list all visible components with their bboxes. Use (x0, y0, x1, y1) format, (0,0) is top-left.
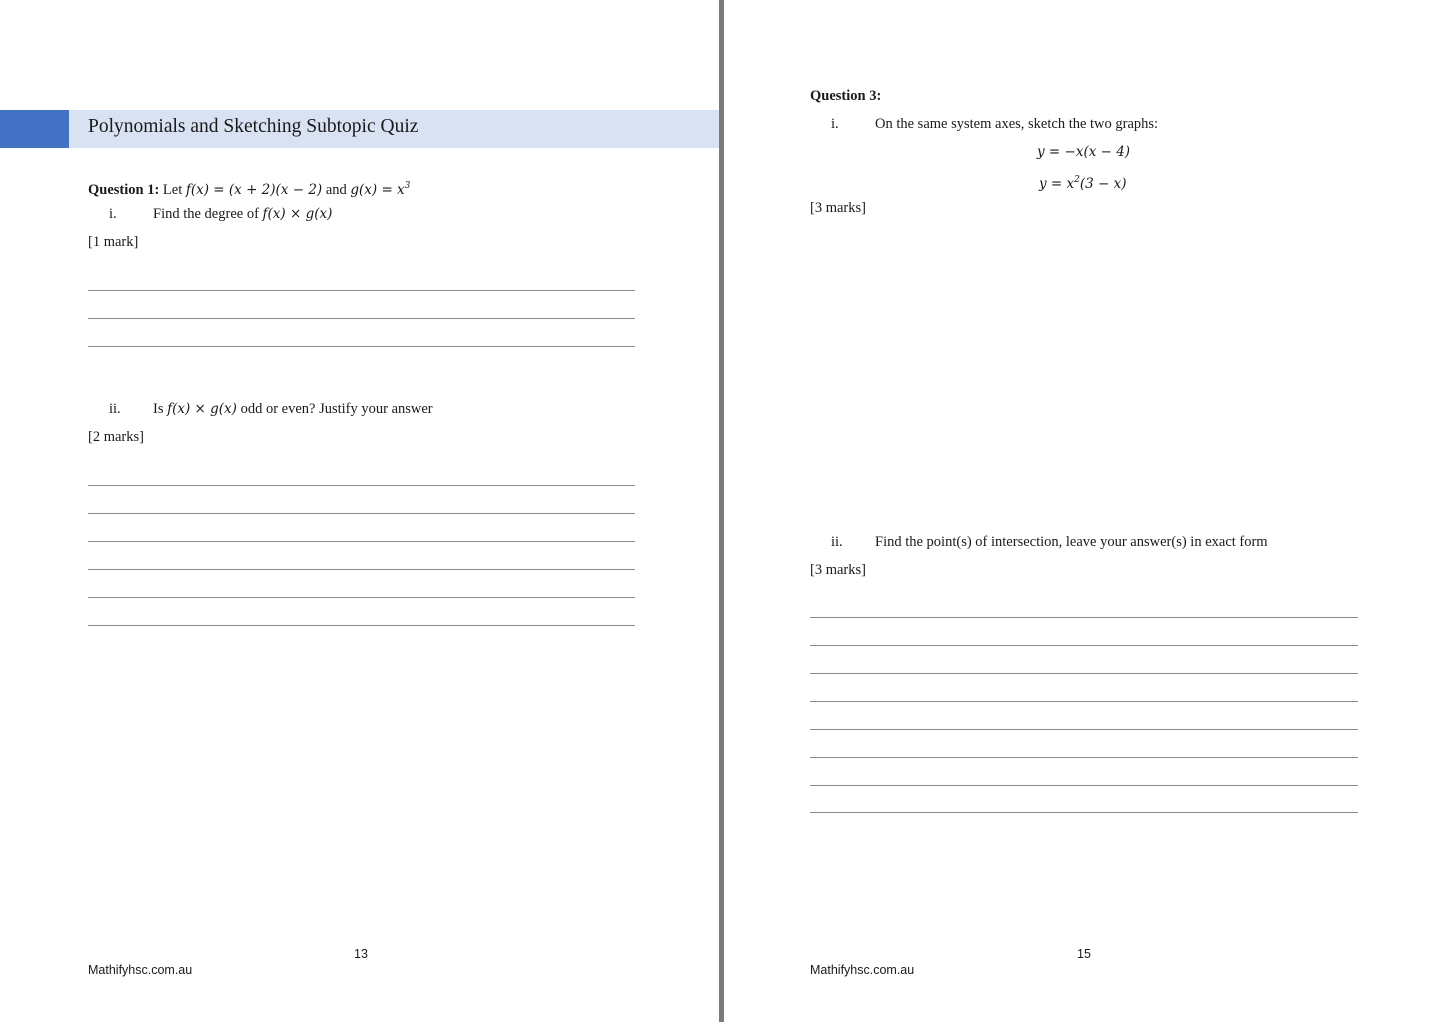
question-1-label: Question 1: (88, 182, 160, 198)
page-15 (724, 0, 1445, 1022)
answer-line[interactable] (810, 673, 1358, 674)
and-word: and (325, 182, 347, 198)
answer-line[interactable] (810, 757, 1358, 758)
question-3-label: Question 3: (810, 88, 882, 104)
equation-1: y = −x(x − 4) (1037, 144, 1131, 160)
g-definition: $g(x) = x^3$ (350, 181, 411, 198)
q3-part-i-marks: [3 marks] (810, 200, 866, 216)
part-i-marks: [1 mark] (88, 234, 139, 250)
part-ii-text: Is f(x) × g(x) odd or even? Justify your answer (153, 401, 433, 417)
part-ii-numeral: ii. (109, 401, 121, 417)
page-13 (0, 0, 719, 1022)
f-definition: f(x) = (x + 2)(x − 2) (185, 182, 323, 198)
title-accent-block (0, 110, 69, 148)
answer-line[interactable] (88, 318, 635, 319)
part-i-text: Find the degree of f(x) × g(x) (153, 206, 333, 222)
answer-line[interactable] (88, 346, 635, 347)
page-number: 15 (1077, 947, 1091, 961)
question-1-prefix: Let (162, 182, 183, 198)
part-ii-marks: [2 marks] (88, 429, 144, 445)
answer-line[interactable] (810, 645, 1358, 646)
footer-site: Mathifyhsc.com.au (810, 963, 915, 977)
answer-line[interactable] (810, 812, 1358, 813)
question-1-stem (88, 177, 410, 199)
answer-line[interactable] (88, 290, 635, 291)
equation-2: $y = x^2(3 - x)$ (1039, 175, 1127, 192)
answer-line[interactable] (88, 625, 635, 626)
part-i-numeral: i. (109, 206, 117, 222)
page-number: 13 (354, 947, 368, 961)
answer-line[interactable] (810, 617, 1358, 618)
q3-part-ii-text: Find the point(s) of intersection, leave your answer(s) in exact form (875, 534, 1268, 550)
footer-site: Mathifyhsc.com.au (88, 963, 193, 977)
q3-part-i-text: On the same system axes, sketch the two graphs: (875, 116, 1159, 132)
answer-line[interactable] (88, 485, 635, 486)
q3-part-ii-marks: [3 marks] (810, 562, 866, 578)
answer-line[interactable] (810, 785, 1358, 786)
title-banner (0, 110, 719, 148)
answer-line[interactable] (810, 729, 1358, 730)
answer-line[interactable] (88, 597, 635, 598)
q3-part-ii-numeral: ii. (831, 534, 843, 550)
page-title: Polynomials and Sketching Subtopic Quiz (88, 116, 419, 137)
q3-part-i-numeral: i. (831, 116, 839, 132)
answer-line[interactable] (88, 513, 635, 514)
answer-line[interactable] (88, 569, 635, 570)
answer-line[interactable] (810, 701, 1358, 702)
answer-line[interactable] (88, 541, 635, 542)
